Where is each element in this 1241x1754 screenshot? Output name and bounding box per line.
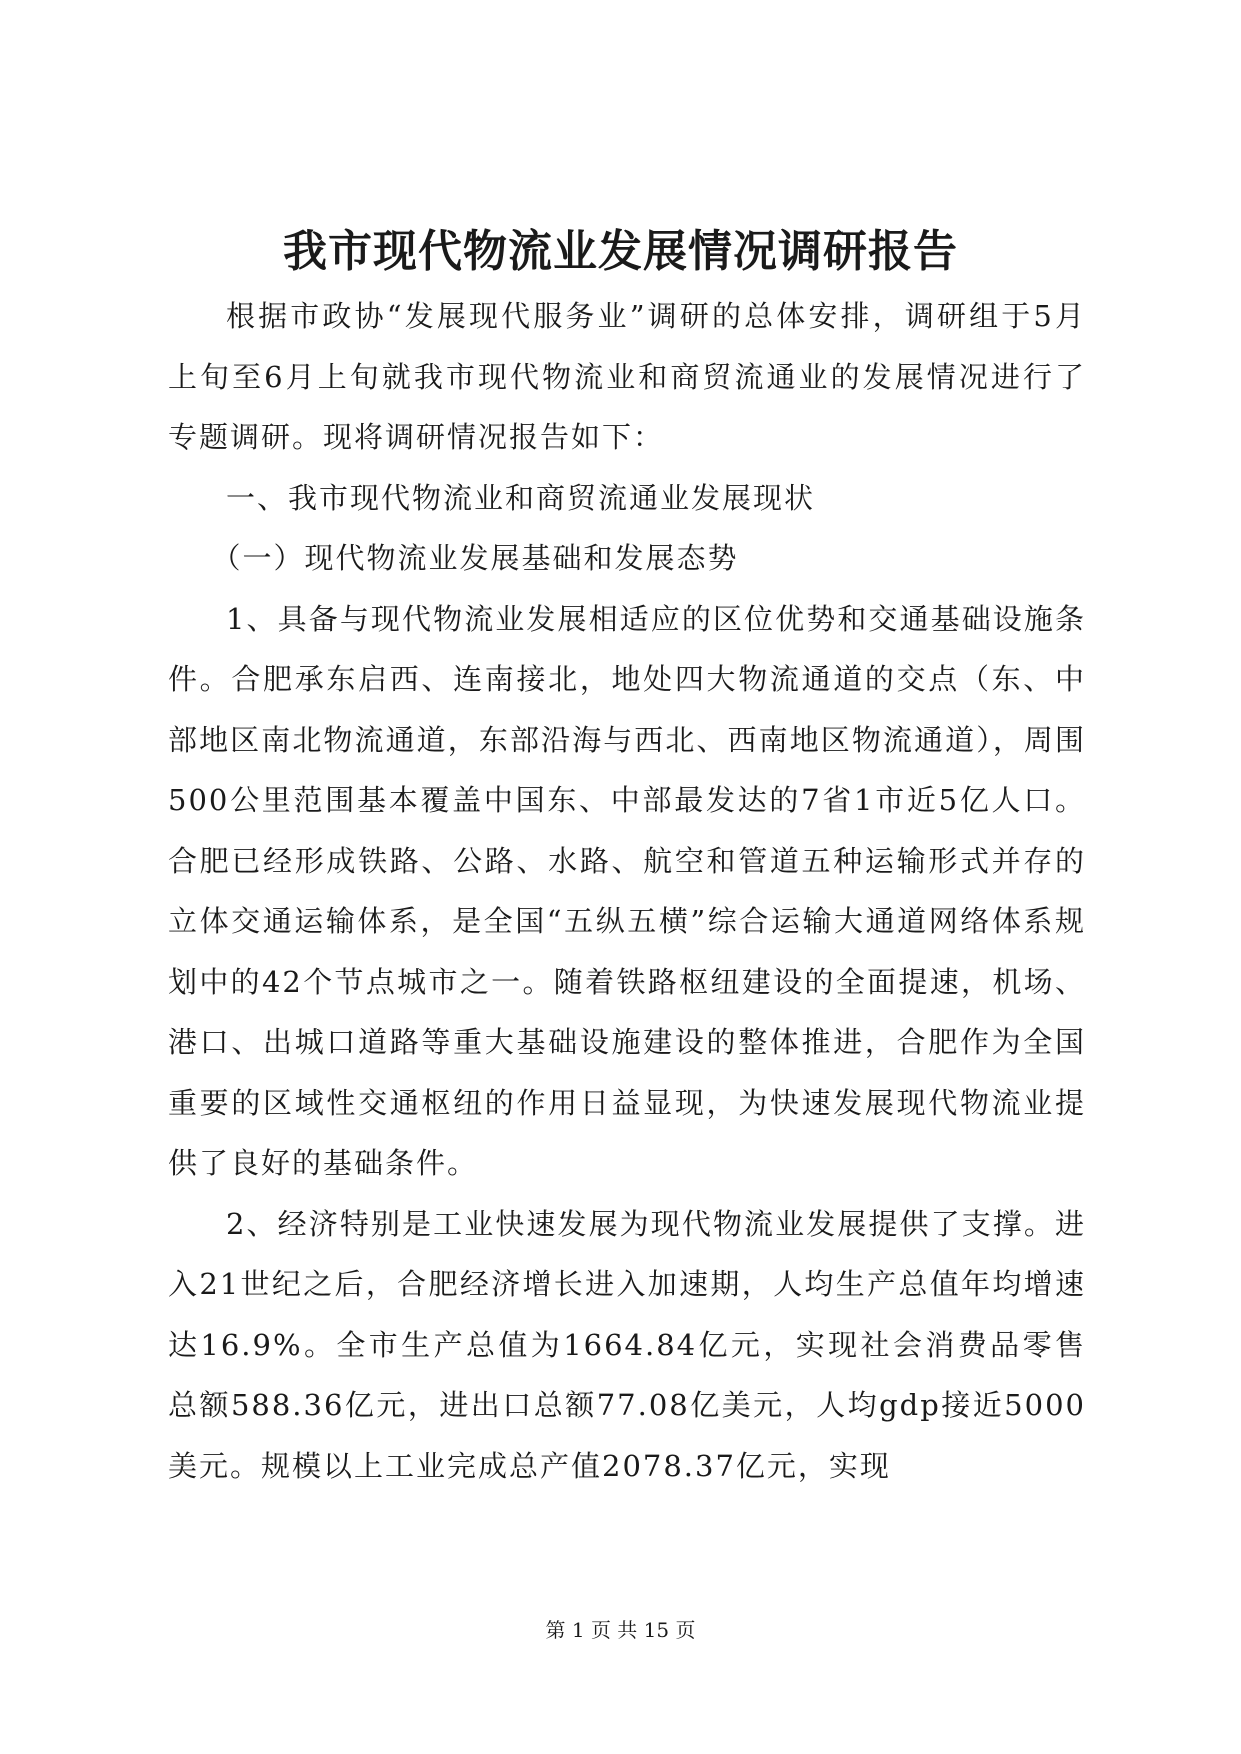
document-body [168, 286, 1086, 1496]
body-paragraph-2: 2、经济特别是工业快速发展为现代物流业发展提供了支撑。进入21世纪之后，合肥经济增长进入加速期，人均生产总值年均增速达16.9%。全市生产总值为1664.84亿元，实现社会消费品零售总额588.36亿元，进出口总额77.08亿美元，人均gdp接近5000美元。规模以上工业完成总产值2078.37亿元，实现 [168, 1206, 1086, 1483]
page-number-footer: 第 1 页 共 15 页 [545, 1618, 696, 1642]
document-title: 我市现代物流业发展情况调研报告 [283, 226, 958, 277]
intro-paragraph: 根据市政协“发展现代服务业”调研的总体安排，调研组于5月上旬至6月上旬就我市现代物流业和商贸流通业的发展情况进行了专题调研。现将调研情况报告如下： [168, 299, 1086, 454]
body-paragraph-1: 1、具备与现代物流业发展相适应的区位优势和交通基础设施条件。合肥承东启西、连南接北，地处四大物流通道的交点（东、中部地区南北物流通道，东部沿海与西北、西南地区物流通道），周围500公里范围基本覆盖中国东、中部最发达的7省1市近5亿人口。合肥已经形成铁路、公路、水路、航空和管道五种运输形式并存的立体交通运输体系，是全国“五纵五横”综合运输大通道网络体系规划中的42个节点城市之一。随着铁路枢纽建设的全面提速，机场、港口、出城口道路等重大基础设施建设的整体推进，合肥作为全国重要的区域性交通枢纽的作用日益显现，为快速发展现代物流业提供了良好的基础条件。 [168, 601, 1086, 1180]
section-heading: 一、我市现代物流业和商贸流通业发展现状 [226, 480, 816, 515]
subsection-heading: （一）现代物流业发展基础和发展态势 [211, 541, 739, 575]
